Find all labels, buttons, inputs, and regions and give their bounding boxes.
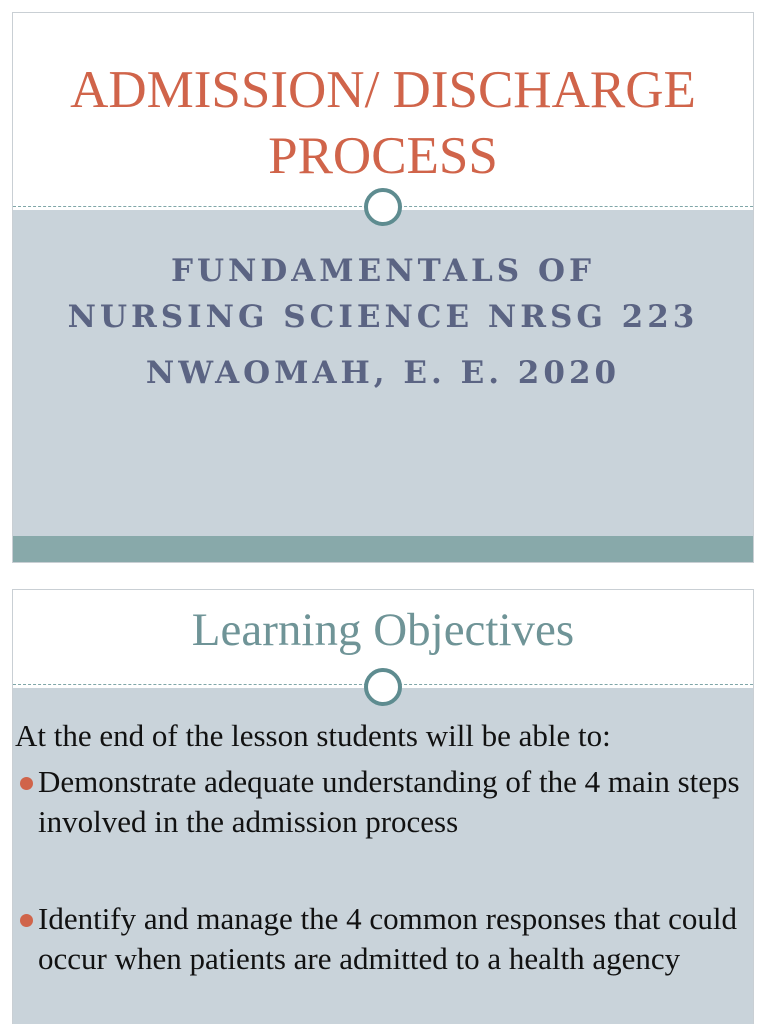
objective-text: Demonstrate adequate understanding of the 4 main steps involved in the admission process [38,764,740,839]
title-area [13,13,753,206]
subtitle-line-1: FUNDAMENTALS OF [170,253,595,289]
subtitle-area [13,210,753,536]
objective-text: Identify and manage the 4 common responses that could occur when patients are admitted to a health agency [38,901,738,976]
divider-circle-icon [364,668,402,706]
bottom-bar [13,536,753,562]
title-slide [12,12,754,563]
objectives-body [13,688,753,1024]
objectives-slide [12,589,754,1024]
subtitle-line-2: NURSING SCIENCE NRSG 223 [67,299,699,335]
objective-item [13,762,753,842]
slide-subtitle [13,210,753,396]
divider-circle-icon [364,188,402,226]
bullet-dot-icon [20,914,33,927]
bullet-dot-icon [20,777,33,790]
objective-item [13,899,753,979]
slide-title-line-2: PROCESS [268,127,498,185]
objectives-title: Learning Objectives [191,604,575,656]
objectives-intro: At the end of the lesson students will be able to: [15,718,611,753]
subtitle-line-3: NWAOMAH, E. E. 2020 [145,355,621,391]
slide-title [13,13,753,189]
slide-title-line-1: ADMISSION/ DISCHARGE [70,61,696,119]
